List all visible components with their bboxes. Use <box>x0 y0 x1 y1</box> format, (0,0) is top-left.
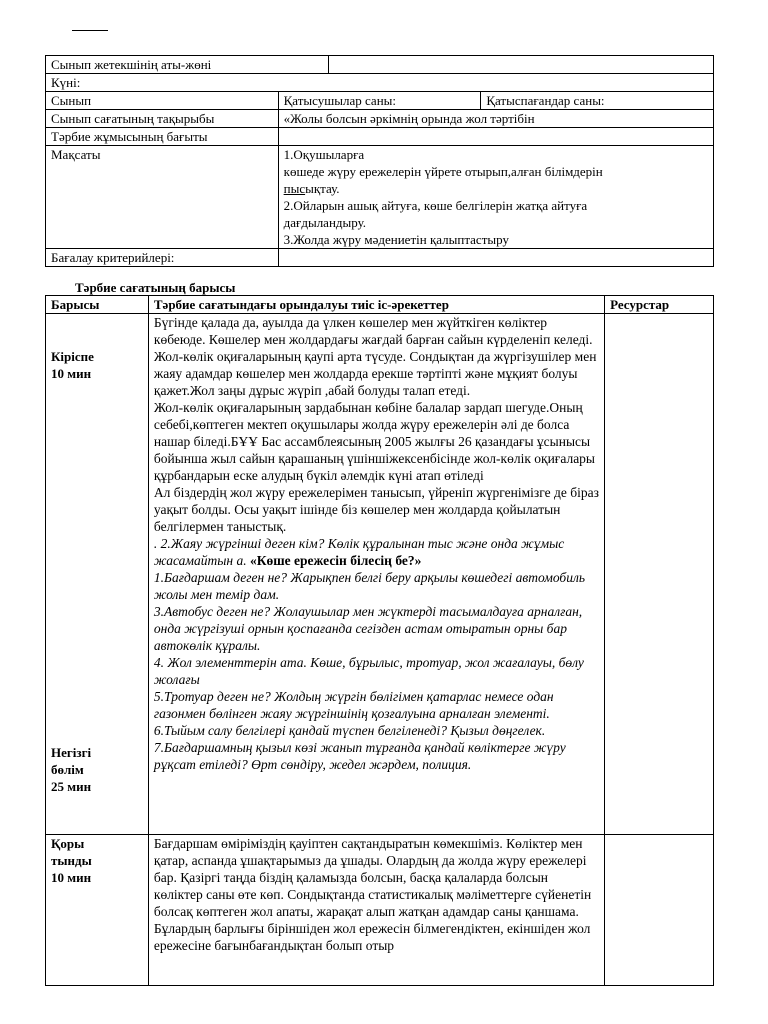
criteria-value <box>278 249 713 267</box>
direction-row <box>46 128 714 146</box>
header-rule <box>72 30 108 31</box>
direction-label: Тәрбие жұмысының бағыты <box>46 128 279 146</box>
end-stage-name-1: Қоры <box>51 836 85 851</box>
date-label: Күні: <box>46 74 714 92</box>
absent-label: Қатыспағандар саны: <box>481 92 714 110</box>
class-row <box>46 92 714 110</box>
end-paragraph: Бағдаршам өміріміздің қауіптен сақтандыратын көмекшіміз. Көліктер мен қатар, аспанда ұшақтарымыз да ұшады. Олардың да жолда жүру ережелері бар. Қазіргі таңда біздің қаламызда болсын, басқа қалаларда болсын көліктер саны өте көп. Сондықтанда статистикалық мәліметтерге сүйенетін болсақ көптеген жол апаты, жарақат алып жатқан адамдар саны қаншама. Бұлардың барлығы біріншіден жол ережесін білмегендіктен, екіншіден жол ережесіне бағынбағандықтан болып отыр <box>153 836 592 953</box>
quiz-title: «Көше ережесін білесің бе?» <box>250 553 422 568</box>
goal-2a: 2.Ойларын ашық айтуға, көше белгілерін жатқа айтуға <box>283 198 588 213</box>
question-1: 1.Бағдаршам деген не? Жарықпен белгі беру арқылы көшедегі автомобиль жолы мен темір дам. <box>153 570 585 602</box>
plan-row-end <box>46 835 714 986</box>
date-row <box>46 74 714 92</box>
intro-stage <box>51 348 143 382</box>
resources-cell-main <box>605 314 714 835</box>
main-stage-name-1: Негізгі <box>51 745 92 760</box>
goals-label: Мақсаты <box>46 146 279 249</box>
class-label: Сынып <box>46 92 279 110</box>
actions-cell-end <box>148 835 604 986</box>
goal-1c: ін үйрете отырып,алған білімдерін <box>410 164 603 179</box>
question-6: 6.Тыйым салу белгілері қандай түспен белгіленеді? Қызыл дөңгелек. <box>153 723 546 738</box>
question-7: 7.Бағдаршамның қызыл көзі жанып тұрғанда қандай көліктерге жүру рұқсат етіледі? Өрт сөндіру, жедел жәрдем, полиция. <box>153 740 566 772</box>
topic-label: Сынып сағатының тақырыбы <box>46 110 279 128</box>
goals-value <box>278 146 713 249</box>
topic-row <box>46 110 714 128</box>
teacher-row <box>46 56 714 74</box>
present-label: Қатысушылар саны: <box>278 92 481 110</box>
resources-cell-end <box>605 835 714 986</box>
goal-2b: дағдыландыру. <box>283 215 367 230</box>
plan-header-row <box>46 296 714 314</box>
question-lead <box>154 535 599 569</box>
goals-row <box>46 146 714 249</box>
end-stage <box>51 835 143 886</box>
end-stage-name-2: тынды <box>51 853 92 868</box>
goal-1e: ықтау. <box>305 181 340 196</box>
intro-stage-name: Кіріспе <box>51 349 94 364</box>
goal-3: 3.Жолда жүру мәдениетін қалыптастыру <box>283 232 509 247</box>
actions-cell-main <box>148 314 604 835</box>
criteria-row <box>46 249 714 267</box>
goal-1b: көшеде жүру ережеле <box>283 164 405 179</box>
goal-1: көшеде жүру ережелерін үйрете отырып,алған білімдерін <box>283 164 603 179</box>
goal-1a: 1.Оқушыларға <box>283 147 365 162</box>
topic-value: «Жолы болсын әркімнің орында жол тәртібін <box>278 110 713 128</box>
question-3: 3.Автобус деген не? Жолаушылар мен жүктерді тасымалдауға арналған, онда жүргізуші орнын қоспағанда сегізден астам отыратын орны бар автокөлік құралы. <box>153 604 583 653</box>
question-lead-text: . 2.Жаяу жүргінші деген кім? Көлік құралынан тыс және онда жұмыс жасамайтын а. <box>153 536 565 568</box>
main-stage <box>51 744 143 795</box>
main-stage-time: 25 мин <box>51 779 92 794</box>
question-4: 4. Жол элементтерін ата. Көше, бұрылыс, тротуар, жол жағалауы, бөлу жолағы <box>153 655 584 687</box>
info-table <box>45 55 714 267</box>
question-5: 5.Тротуар деген не? Жолдың жүргін бөлігімен қатарлас немесе одан газонмен бөлінген жаяу жүргіншінің қозғалуына арналған элементі. <box>153 689 554 721</box>
plan-row-main <box>46 314 714 835</box>
intro-paragraph-1: Бүгінде қалада да, ауылда да үлкен көшелер мен жүйткіген көліктер көбеюде. Көшелер мен жолдардағы жағдай барған сайын күрделеніп келеді. Жол-көлік оқиғаларының қаупі арта түсуде. Сондықтан да жүргізушілер мен жаяу адамдар көшелер мен жолдарда ерекше тәртіпті және мұқият болуы қажет.Жол заңы дұрыс жүріп ,абай болуды талап етеді. <box>153 315 597 398</box>
teacher-label: Сынып жетекшінің аты-жөні <box>46 56 329 74</box>
main-stage-name-2: бөлім <box>51 762 84 777</box>
intro-paragraph-2: Жол-көлік оқиғаларының зардабынан көбіне балалар зардап шегуде.Оның себебі,көптеген мектеп оқушылары жолда жүру ережелерін әлі де болса нашар біледі.БҰҰ Бас ассамблеясының 2005 жылғы 26 қазандағы ұсынысы бойынша жыл сайын қарашаның үшіншіжексенбісінде жол-көлік оқиғалары құрбандарын еске алудың бүкіл әлемдік күні атап өтіледі <box>153 400 596 483</box>
intro-paragraph-3: Ал біздердің жол жүру ережелерімен танысып, үйреніп жүргенімізге де біраз уақыт болды. Осы уақыт ішінде біз көшелер мен жолдарда қойылатын белгілермен таныстық. <box>153 485 599 534</box>
header-resources: Ресурстар <box>605 296 714 314</box>
header-stage: Барысы <box>46 296 149 314</box>
stage-cell-end <box>46 835 149 986</box>
goal-1d: пыс <box>283 181 306 196</box>
end-stage-time: 10 мин <box>51 870 92 885</box>
criteria-label: Бағалау критерийлері: <box>46 249 279 267</box>
direction-value <box>278 128 713 146</box>
header-actions: Тәрбие сағатындағы орындалуы тиіс іс-әрекеттер <box>148 296 604 314</box>
plan-table <box>45 295 714 986</box>
goal-1-cont <box>284 180 708 197</box>
teacher-value <box>328 56 713 74</box>
section-title: Тәрбие сағатының барысы <box>75 280 236 295</box>
intro-stage-time: 10 мин <box>51 366 92 381</box>
stage-cell-main <box>46 314 149 835</box>
